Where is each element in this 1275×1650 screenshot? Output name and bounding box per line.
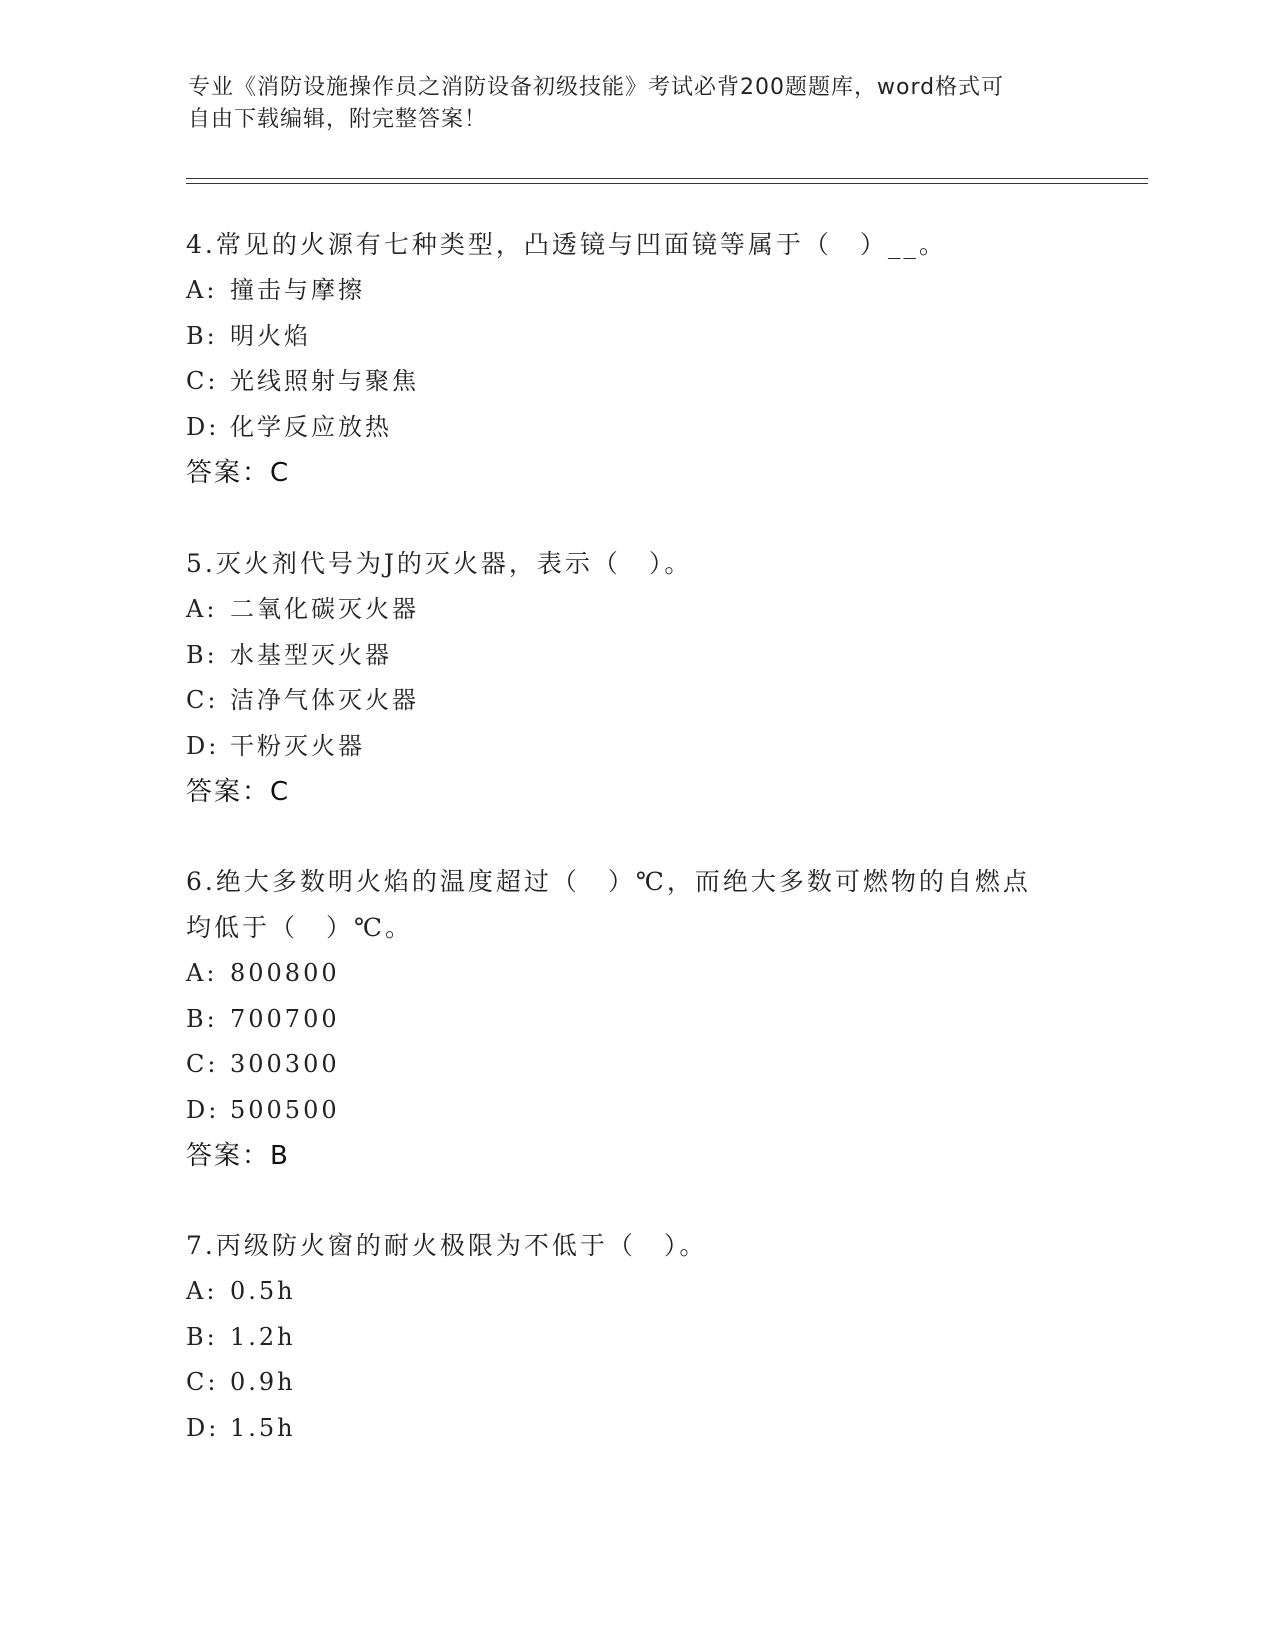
option-letter: B: bbox=[186, 321, 218, 350]
option-letter: B: bbox=[186, 1004, 218, 1033]
option-text: 700700 bbox=[230, 1004, 340, 1033]
option-letter: D: bbox=[186, 1413, 220, 1442]
question-5 bbox=[186, 541, 1086, 815]
option-a bbox=[186, 1269, 1086, 1315]
option-text: 洁净气体灭火器 bbox=[230, 686, 419, 714]
option-b bbox=[186, 997, 1086, 1043]
option-a bbox=[186, 268, 1086, 314]
question-7 bbox=[186, 1223, 1086, 1451]
option-letter: C: bbox=[186, 686, 219, 714]
question-stem-line-2: 均低于（ ）℃。 bbox=[186, 913, 413, 942]
option-text: 500500 bbox=[230, 1095, 340, 1124]
option-text: 光线照射与聚焦 bbox=[230, 367, 419, 395]
option-letter: C: bbox=[186, 367, 219, 395]
option-letter: C: bbox=[186, 1368, 219, 1396]
question-4 bbox=[186, 222, 1086, 496]
option-text: 800800 bbox=[230, 959, 340, 987]
answer-label: 答案：C bbox=[186, 777, 291, 807]
option-c bbox=[186, 1360, 1086, 1406]
option-d bbox=[186, 1088, 1086, 1134]
option-b bbox=[186, 314, 1086, 360]
option-d bbox=[186, 724, 1086, 770]
option-b bbox=[186, 1315, 1086, 1361]
option-letter: B: bbox=[186, 640, 218, 669]
answer-label: 答案：C bbox=[186, 458, 291, 488]
option-text: 0.5h bbox=[230, 1277, 296, 1305]
option-text: 化学反应放热 bbox=[230, 412, 392, 441]
option-text: 300300 bbox=[230, 1050, 340, 1078]
header-title-line-1: 专业《消防设施操作员之消防设备初级技能》考试必背200题题库，word格式可 bbox=[188, 75, 1005, 100]
option-d bbox=[186, 405, 1086, 451]
option-text: 干粉灭火器 bbox=[230, 731, 365, 760]
option-text: 0.9h bbox=[230, 1368, 296, 1396]
option-text: 1.2h bbox=[230, 1322, 296, 1351]
option-letter: B: bbox=[186, 1322, 218, 1351]
option-a bbox=[186, 587, 1086, 633]
option-c bbox=[186, 359, 1086, 405]
option-text: 水基型灭火器 bbox=[230, 640, 392, 669]
question-stem: 4.常见的火源有七种类型，凸透镜与凹面镜等属于（ ）__。 bbox=[186, 230, 947, 259]
option-text: 二氧化碳灭火器 bbox=[230, 595, 419, 623]
question-6 bbox=[186, 859, 1086, 1179]
option-text: 明火焰 bbox=[230, 321, 311, 350]
header-divider bbox=[186, 178, 1148, 184]
option-letter: A: bbox=[186, 959, 218, 987]
option-letter: D: bbox=[186, 731, 220, 760]
option-letter: A: bbox=[186, 595, 218, 623]
question-stem: 7.丙级防火窗的耐火极限为不低于（ ）。 bbox=[186, 1231, 708, 1260]
option-a bbox=[186, 951, 1086, 997]
option-d bbox=[186, 1406, 1086, 1452]
option-c bbox=[186, 678, 1086, 724]
option-c bbox=[186, 1042, 1086, 1088]
header-title-line-2: 自由下载编辑，附完整答案！ bbox=[188, 107, 488, 132]
answer-label: 答案：B bbox=[186, 1141, 290, 1171]
option-letter: D: bbox=[186, 1095, 220, 1124]
question-stem: 5.灭火剂代号为J的灭火器，表示（ ）。 bbox=[186, 549, 693, 578]
document-header bbox=[188, 72, 1068, 136]
option-letter: D: bbox=[186, 412, 220, 441]
option-b bbox=[186, 633, 1086, 679]
question-stem-line-1: 6.绝大多数明火焰的温度超过（ ）℃，而绝大多数可燃物的自燃点 bbox=[186, 867, 1031, 896]
option-letter: A: bbox=[186, 276, 218, 304]
option-letter: A: bbox=[186, 1277, 218, 1305]
option-letter: C: bbox=[186, 1050, 219, 1078]
option-text: 撞击与摩擦 bbox=[230, 276, 365, 304]
option-text: 1.5h bbox=[230, 1413, 296, 1442]
